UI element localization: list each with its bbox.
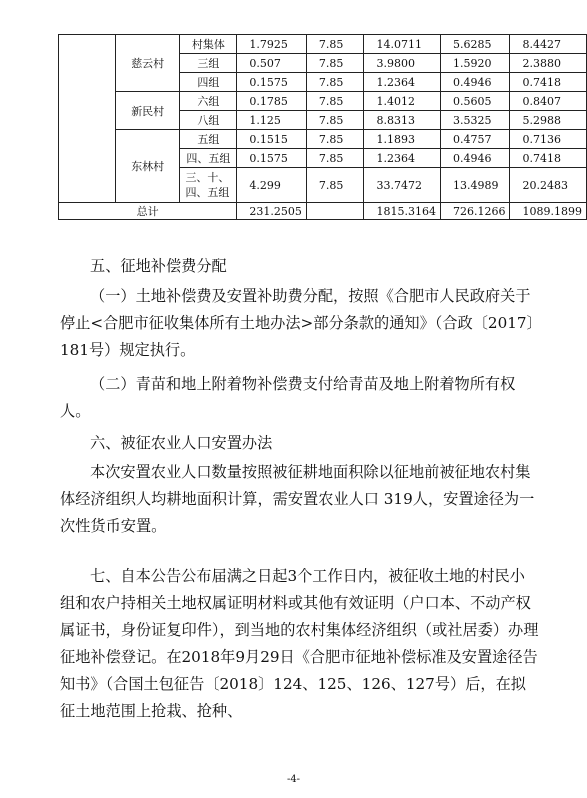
- value-cell: 1.2364: [364, 73, 441, 92]
- value-cell: 7.85: [306, 168, 364, 203]
- value-cell: 1.7925: [237, 35, 307, 54]
- value-cell: 0.4946: [440, 73, 510, 92]
- total-value-cell: 1089.1899: [510, 203, 587, 220]
- table-row: [59, 92, 587, 111]
- total-value-cell: [306, 203, 364, 220]
- value-cell: 4.299: [237, 168, 307, 203]
- group-cell: 三、十、四、五组: [180, 168, 237, 203]
- value-cell: 1.1893: [364, 130, 441, 149]
- value-cell: 14.0711: [364, 35, 441, 54]
- value-cell: 0.4757: [440, 130, 510, 149]
- total-value-cell: 1815.3164: [364, 203, 441, 220]
- value-cell: 0.4946: [440, 149, 510, 168]
- value-cell: 7.85: [306, 92, 364, 111]
- value-cell: 2.3880: [510, 54, 587, 73]
- value-cell: 7.85: [306, 111, 364, 130]
- value-cell: 20.2483: [510, 168, 587, 203]
- village-cell: 新民村: [115, 92, 180, 130]
- page-number: -4-: [286, 774, 301, 785]
- table-row: [59, 130, 587, 149]
- value-cell: 0.5605: [440, 92, 510, 111]
- group-cell: 村集体: [180, 35, 237, 54]
- village-cell: 慈云村: [115, 35, 180, 92]
- value-cell: 0.1785: [237, 92, 307, 111]
- paragraph-5-1: （一）土地补偿费及安置补助费分配，按照《合肥市人民政府关于停止<合肥市征收集体所有土地办法>部分条款的通知》（合政〔2017〕181号）规定执行。: [60, 287, 535, 359]
- value-cell: 1.2364: [364, 149, 441, 168]
- group-cell: 三组: [180, 54, 237, 73]
- value-cell: 8.4427: [510, 35, 587, 54]
- value-cell: 0.1575: [237, 149, 307, 168]
- section-heading-5: 五、征地补偿费分配: [90, 257, 227, 275]
- group-cell: 四组: [180, 73, 237, 92]
- value-cell: 7.85: [306, 149, 364, 168]
- value-cell: 1.5920: [440, 54, 510, 73]
- group-cell: 五组: [180, 130, 237, 149]
- table-row: [59, 35, 587, 54]
- value-cell: 0.8407: [510, 92, 587, 111]
- table-total-row: [59, 203, 587, 220]
- value-cell: 0.1575: [237, 73, 307, 92]
- value-cell: 1.125: [237, 111, 307, 130]
- value-cell: 0.7136: [510, 130, 587, 149]
- value-cell: 5.6285: [440, 35, 510, 54]
- value-cell: 5.2988: [510, 111, 587, 130]
- value-cell: 3.5325: [440, 111, 510, 130]
- value-cell: 3.9800: [364, 54, 441, 73]
- value-cell: 0.507: [237, 54, 307, 73]
- group-cell: 四、五组: [180, 149, 237, 168]
- value-cell: 0.7418: [510, 73, 587, 92]
- value-cell: 7.85: [306, 54, 364, 73]
- value-cell: 0.1515: [237, 130, 307, 149]
- value-cell: 13.4989: [440, 168, 510, 203]
- value-cell: 7.85: [306, 73, 364, 92]
- value-cell: 33.7472: [364, 168, 441, 203]
- total-value-cell: 726.1266: [440, 203, 510, 220]
- value-cell: 8.8313: [364, 111, 441, 130]
- value-cell: 7.85: [306, 130, 364, 149]
- value-cell: 1.4012: [364, 92, 441, 111]
- paragraph-6: 本次安置农业人口数量按照被征耕地面积除以征地前被征地农村集体经济组织人均耕地面积计算，需安置农业人口 319人，安置途径为一次性货币安置。: [60, 463, 535, 535]
- compensation-table: [58, 34, 587, 220]
- section-heading-6: 六、被征农业人口安置办法: [90, 434, 273, 452]
- group-cell: 六组: [180, 92, 237, 111]
- paragraph-5-2: （二）青苗和地上附着物补偿费支付给青苗及地上附着物所有权人。: [60, 375, 516, 420]
- total-label: 总计: [59, 203, 237, 220]
- value-cell: 0.7418: [510, 149, 587, 168]
- table-blank-cell: [59, 35, 116, 203]
- paragraph-7: 七、自本公告公布届满之日起3个工作日内，被征收土地的村民小组和农户持相关土地权属证明材料或其他有效证明（户口本、不动产权属证书，身份证复印件），到当地的农村集体经济组织（或社居委）办理征地补偿登记。在2018年9月29日《合肥市征地补偿标准及安置途径告知书》（合国土包征告〔2018〕124、125、126、127号）后，在拟征土地范围上抢栽、抢种、: [60, 567, 539, 720]
- group-cell: 八组: [180, 111, 237, 130]
- value-cell: 7.85: [306, 35, 364, 54]
- total-value-cell: 231.2505: [237, 203, 307, 220]
- village-cell: 东林村: [115, 130, 180, 203]
